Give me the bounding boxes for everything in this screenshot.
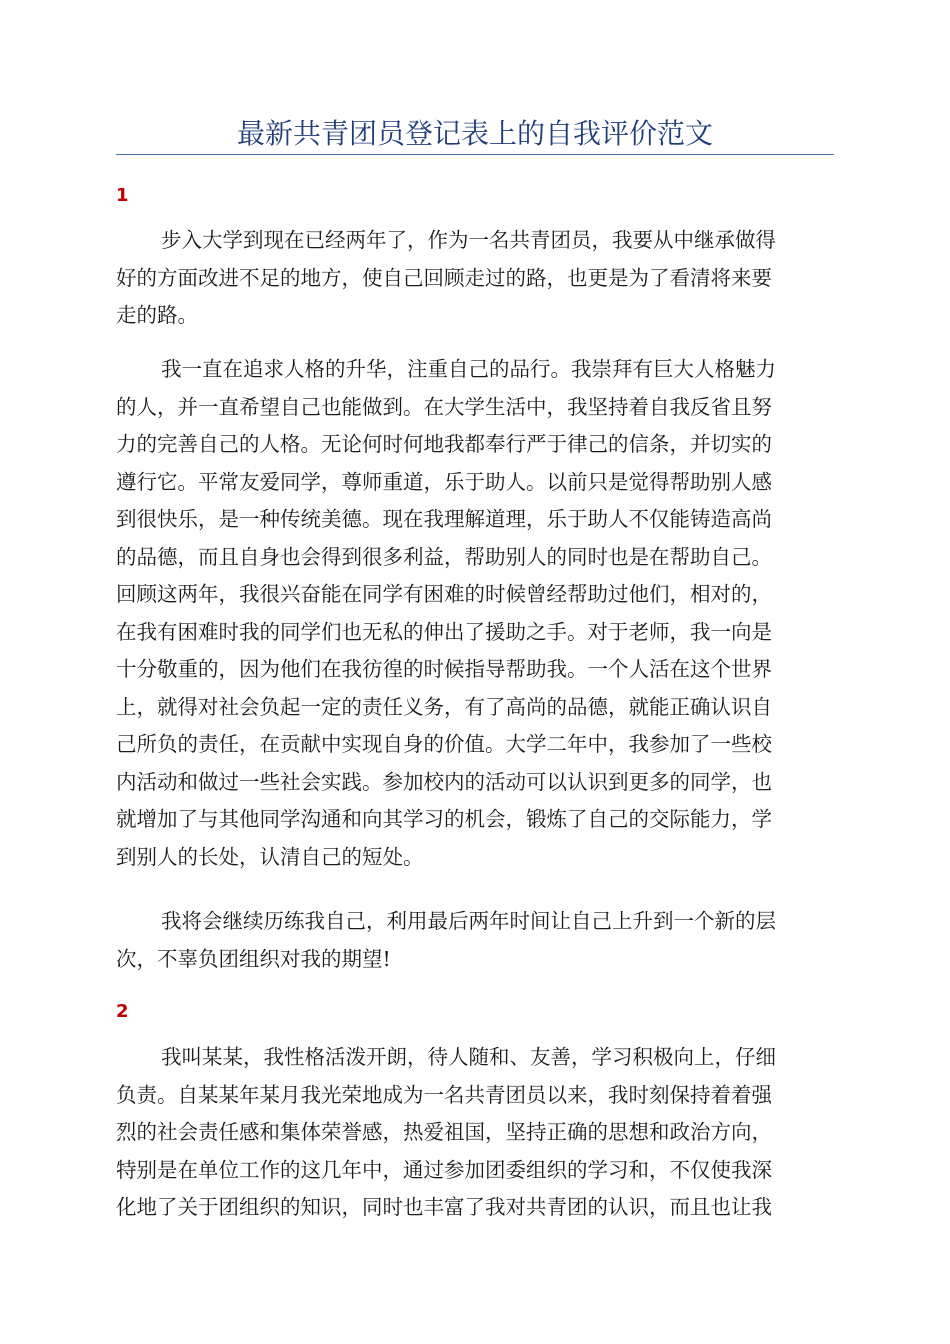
text-line: 的品德，而且自身也会得到很多利益，帮助别人的同时也是在帮助自己。: [116, 544, 772, 569]
text-line: 步入大学到现在已经两年了，作为一名共青团员，我要从中继承做得: [161, 228, 776, 252]
text-line: 我将会继续历练我自己，利用最后两年时间让自己上升到一个新的层: [161, 909, 776, 933]
text-line: 走的路。: [116, 303, 198, 327]
document-title: 最新共青团员登记表上的自我评价范文: [236, 117, 713, 150]
text-line: 烈的社会责任感和集体荣誉感，热爱祖国，坚持正确的思想和政治方向，: [116, 1120, 772, 1144]
text-line: 内活动和做过一些社会实践。参加校内的活动可以认识到更多的同学，也: [116, 769, 772, 794]
text-line: 好的方面改进不足的地方，使自己回顾走过的路，也更是为了看清将来要: [116, 265, 772, 290]
text-line: 的人，并一直希望自己也能做到。在大学生活中，我坚持着自我反省且努: [116, 394, 772, 419]
text-line: 次，不辜负团组织对我的期望!: [116, 946, 391, 971]
text-line: 回顾这两年，我很兴奋能在同学有困难的时候曾经帮助过他们，相对的，: [116, 582, 772, 606]
paragraph: [116, 903, 834, 978]
text-line: 己所负的责任，在贡献中实现自身的价值。大学二年中，我参加了一些校: [116, 732, 772, 756]
paragraph: [116, 351, 834, 876]
text-line: 到别人的长处，认清自己的短处。: [116, 844, 424, 869]
text-line: 我一直在追求人格的升华，注重自己的品行。我崇拜有巨大人格魅力: [161, 357, 776, 381]
section-number: 2: [116, 1001, 129, 1022]
text-line: 我叫某某，我性格活泼开朗，待人随和、友善，学习积极向上，仔细: [161, 1045, 776, 1069]
paragraph: [116, 222, 834, 335]
title-underline: [116, 154, 834, 155]
section-number: 1: [116, 185, 129, 206]
text-line: 负责。自某某年某月我光荣地成为一名共青团员以来，我时刻保持着着强: [116, 1082, 772, 1107]
text-line: 上，就得对社会负起一定的责任义务，有了高尚的品德，就能正确认识自: [116, 694, 772, 719]
text-line: 遵行它。平常友爱同学，尊师重道，乐于助人。以前只是觉得帮助别人感: [116, 469, 772, 494]
text-line: 就增加了与其他同学沟通和向其学习的机会，锻炼了自己的交际能力，学: [116, 807, 772, 831]
text-line: 特别是在单位工作的这几年中，通过参加团委组织的学习和，不仅使我深: [116, 1157, 772, 1182]
text-line: 力的完善自己的人格。无论何时何地我都奉行严于律己的信条，并切实的: [116, 432, 772, 456]
text-line: 到很快乐，是一种传统美德。现在我理解道理，乐于助人不仅能铸造高尚: [116, 507, 772, 531]
text-line: 在我有困难时我的同学们也无私的伸出了援助之手。对于老师，我一向是: [116, 619, 772, 644]
paragraph: [116, 1039, 834, 1227]
text-line: 十分敬重的，因为他们在我彷徨的时候指导帮助我。一个人活在这个世界: [116, 657, 772, 681]
text-line: 化地了关于团组织的知识，同时也丰富了我对共青团的认识，而且也让我: [116, 1195, 772, 1219]
